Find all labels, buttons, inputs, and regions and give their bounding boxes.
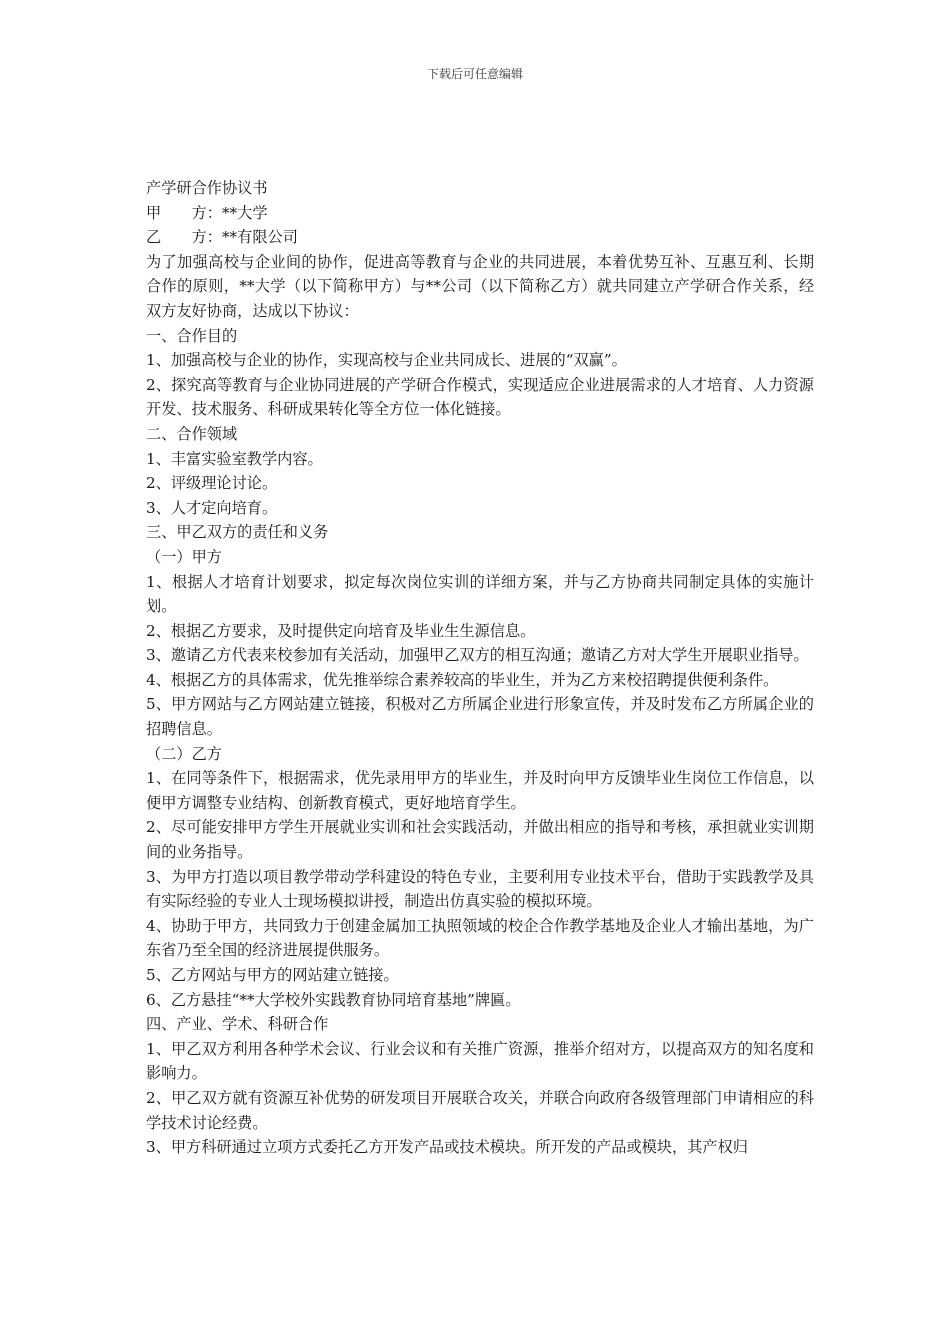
paragraph: 3、为甲方打造以项目教学带动学科建设的特色专业，主要利用专业技术平台，借助于实践教学及具有实际经验的专业人士现场模拟讲授，制造出仿真实验的模拟环境。 [146,867,814,911]
paragraph: 2、评级理论讨论。 [146,474,278,493]
paragraph: 3、人才定向培育。 [146,498,278,517]
paragraph: 6、乙方悬挂“**大学校外实践教育协同培育基地”牌匾。 [146,990,521,1009]
paragraph: 4、根据乙方的具体需求，优先推举综合素养较高的毕业生，并为乙方来校招聘提供便利条件。 [146,670,779,689]
paragraph: 5、甲方网站与乙方网站建立链接，积极对乙方所属企业进行形象宣传，并及时发布乙方所属企业的招聘信息。 [146,695,814,739]
paragraph: 3、甲方科研通过立项方式委托乙方开发产品或技术模块。所开发的产品或模块，其产权归 [146,1138,748,1157]
paragraph: 1、根据人才培育计划要求，拟定每次岗位实训的详细方案，并与乙方协商共同制定具体的实施计划。 [146,572,814,616]
subsection-heading-a: （一）甲方 [146,547,222,566]
paragraph: 1、甲乙双方利用各种学术会议、行业会议和有关推广资源，推举介绍对方，以提高双方的知名度和影响力。 [146,1039,814,1083]
document-body [146,176,814,1160]
document-title: 产学研合作协议书 [146,179,268,197]
subsection-heading-b: （二）乙方 [146,744,222,763]
paragraph: 1、丰富实验室教学内容。 [146,449,323,468]
paragraph: 2、甲乙双方就有资源互补优势的研发项目开展联合攻关，并联合向政府各级管理部门申请相应的科学技术讨论经费。 [146,1088,814,1132]
intro-paragraph: 为了加强高校与企业间的协作，促进高等教育与企业的共同进展，本着优势互补、互惠互利、长期合作的原则，**大学（以下简称甲方）与**公司（以下简称乙方）就共同建立产学研合作关系，经双方友好协商，达成以下协议： [146,252,814,320]
paragraph: 1、在同等条件下，根据需求，优先录用甲方的毕业生，并及时向甲方反馈毕业生岗位工作信息，以便甲方调整专业结构、创新教育模式，更好地培育学生。 [146,769,814,812]
section-heading-4: 四、产业、学术、科研合作 [146,1015,329,1034]
paragraph: 2、根据乙方要求，及时提供定向培育及毕业生生源信息。 [146,621,536,640]
section-heading-1: 一、合作目的 [146,326,238,345]
section-heading-2: 二、合作领域 [146,424,238,443]
paragraph: 2、探究高等教育与企业协同进展的产学研合作模式，实现适应企业进展需求的人才培育、人力资源开发、技术服务、科研成果转化等全方位一体化链接。 [146,375,814,419]
paragraph: 1、加强高校与企业的协作，实现高校与企业共同成长、进展的“双赢”。 [146,351,627,370]
party-b-line: 乙 方：**有限公司 [146,228,298,247]
page-header-note: 下载后可任意编辑 [426,67,523,81]
party-a-line: 甲 方：**大学 [146,203,268,222]
paragraph: 5、乙方网站与甲方的网站建立链接。 [146,966,399,984]
paragraph: 4、协助于甲方，共同致力于创建金属加工执照领域的校企合作教学基地及企业人才输出基地，为广东省乃至全国的经济进展提供服务。 [146,916,814,960]
paragraph: 2、尽可能安排甲方学生开展就业实训和社会实践活动，并做出相应的指导和考核，承担就业实训期间的业务指导。 [146,818,814,862]
paragraph: 3、邀请乙方代表来校参加有关活动，加强甲乙双方的相互沟通；邀请乙方对大学生开展职业指导。 [146,646,809,665]
section-heading-3: 三、甲乙双方的责任和义务 [146,523,329,542]
